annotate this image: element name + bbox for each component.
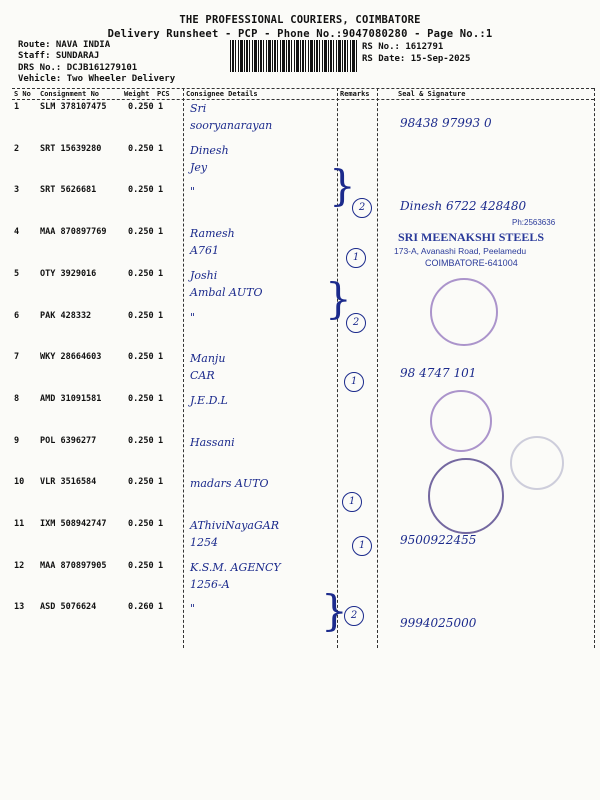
row-consignment: POL 6396277 bbox=[40, 435, 97, 446]
stamp-phone: Ph:2563636 bbox=[512, 218, 556, 227]
remark-mark: 2 bbox=[352, 198, 372, 218]
table-row bbox=[12, 477, 594, 517]
table-row bbox=[12, 185, 594, 225]
row-brace: } bbox=[325, 274, 352, 323]
consignee-handwriting: Manju CAR bbox=[190, 352, 226, 383]
row-weight: 0.250 bbox=[128, 310, 154, 321]
row-consignment: MAA 870897769 bbox=[40, 227, 107, 238]
barcode bbox=[230, 40, 358, 72]
rs-date: RS Date: 15-Sep-2025 bbox=[362, 54, 471, 64]
row-pcs: 1 bbox=[158, 185, 164, 196]
consignee-handwriting: AThiviNayaGAR 1254 bbox=[190, 519, 279, 549]
signature-handwriting: 9500922455 bbox=[400, 533, 477, 547]
stamp-name: SRI MEENAKSHI STEELS bbox=[398, 230, 545, 244]
consignee-handwriting: J.E.D.L bbox=[190, 393, 228, 407]
row-consignment: AMD 31091581 bbox=[40, 393, 102, 404]
col-details: Consignee Details bbox=[186, 90, 258, 98]
divider-right bbox=[594, 88, 595, 648]
row-weight: 0.250 bbox=[128, 519, 154, 529]
row-consignment: SLM 378107475 bbox=[40, 102, 107, 112]
row-pcs: 1 bbox=[158, 227, 164, 238]
table-row bbox=[12, 102, 594, 142]
table-row bbox=[12, 561, 594, 601]
row-sno: 11 bbox=[14, 519, 25, 529]
row-consignment: VLR 3516584 bbox=[40, 477, 97, 488]
row-weight: 0.250 bbox=[128, 185, 154, 196]
row-weight: 0.250 bbox=[128, 268, 154, 279]
table-row bbox=[12, 436, 594, 476]
row-pcs: 1 bbox=[158, 435, 164, 446]
route-label: Route: NAVA INDIA bbox=[18, 40, 111, 50]
row-pcs: 1 bbox=[158, 352, 164, 363]
row-sno: 9 bbox=[14, 435, 20, 446]
runsheet-subtitle: Delivery Runsheet - PCP - Phone No.:9047080280 - Page No.:1 bbox=[107, 28, 493, 40]
table-row bbox=[12, 144, 594, 184]
row-pcs: 1 bbox=[158, 143, 164, 154]
table-row bbox=[12, 519, 594, 559]
row-weight: 0.250 bbox=[128, 435, 154, 446]
row-consignment: SRT 5626681 bbox=[40, 185, 97, 196]
consignee-handwriting: " bbox=[190, 310, 196, 324]
row-consignment: ASD 5076624 bbox=[40, 602, 97, 613]
row-weight: 0.250 bbox=[128, 102, 154, 112]
remark-mark: 2 bbox=[344, 606, 364, 626]
round-seal bbox=[510, 436, 564, 490]
table-row bbox=[12, 394, 594, 434]
signature-handwriting: 9994025000 bbox=[400, 616, 477, 631]
table-row bbox=[12, 602, 594, 642]
drs-label: DRS No.: DCJB161279101 bbox=[18, 63, 138, 73]
row-sno: 13 bbox=[14, 602, 25, 613]
row-weight: 0.250 bbox=[128, 352, 154, 363]
table-top-rule bbox=[12, 88, 594, 89]
row-consignment: SRT 15639280 bbox=[40, 143, 102, 154]
stamp-city: COIMBATORE-641004 bbox=[425, 258, 518, 268]
row-sno: 5 bbox=[14, 268, 20, 279]
remark-mark: 2 bbox=[346, 313, 366, 333]
col-pcs: PCS bbox=[157, 90, 170, 98]
row-weight: 0.250 bbox=[128, 143, 154, 154]
col-consignment: Consignment No bbox=[40, 90, 100, 98]
row-pcs: 1 bbox=[158, 519, 164, 529]
signature-handwriting: Dinesh 6722 428480 bbox=[400, 199, 527, 214]
round-seal bbox=[430, 390, 492, 452]
row-pcs: 1 bbox=[158, 602, 164, 613]
row-pcs: 1 bbox=[158, 560, 164, 571]
row-consignment: WKY 28664603 bbox=[40, 352, 102, 363]
stamp-address: 173-A, Avanashi Road, Peelamedu bbox=[394, 246, 527, 256]
company-title: THE PROFESSIONAL COURIERS, COIMBATORE bbox=[179, 14, 421, 26]
staff-label: Staff: SUNDARAJ bbox=[18, 51, 100, 61]
consignee-handwriting: Joshi Ambal AUTO bbox=[190, 268, 263, 299]
row-sno: 10 bbox=[14, 477, 25, 488]
row-pcs: 1 bbox=[158, 310, 164, 321]
table-row bbox=[12, 352, 594, 392]
row-sno: 12 bbox=[14, 560, 25, 571]
row-consignment: OTY 3929016 bbox=[40, 268, 97, 279]
remark-mark: 1 bbox=[342, 492, 362, 512]
signature-handwriting: 98 4747 101 bbox=[400, 366, 477, 381]
signature-handwriting: 98438 97993 0 bbox=[400, 116, 492, 130]
table-row bbox=[12, 311, 594, 351]
row-sno: 8 bbox=[14, 393, 20, 404]
row-pcs: 1 bbox=[158, 477, 164, 488]
col-remarks: Remarks bbox=[340, 90, 370, 98]
col-sno: S No bbox=[14, 90, 31, 98]
row-weight: 0.250 bbox=[128, 393, 154, 404]
row-consignment: IXM 508942747 bbox=[40, 519, 107, 529]
consignee-handwriting: Ramesh A761 bbox=[190, 227, 235, 258]
row-consignment: MAA 870897905 bbox=[40, 560, 107, 571]
row-weight: 0.250 bbox=[128, 560, 154, 571]
consignee-handwriting: " bbox=[190, 602, 196, 616]
row-sno: 4 bbox=[14, 227, 20, 238]
row-weight: 0.250 bbox=[128, 227, 154, 238]
remark-mark: 1 bbox=[344, 372, 364, 392]
remark-mark: 1 bbox=[352, 536, 372, 556]
round-seal bbox=[430, 278, 498, 346]
vehicle-label: Vehicle: Two Wheeler Delivery bbox=[18, 74, 176, 84]
row-brace: } bbox=[329, 161, 356, 210]
col-weight: Weight bbox=[124, 90, 150, 98]
row-consignment: PAK 428332 bbox=[40, 310, 92, 321]
row-sno: 1 bbox=[14, 102, 20, 112]
col-seal: Seal & Signature bbox=[398, 90, 466, 98]
row-weight: 0.260 bbox=[128, 602, 154, 613]
row-weight: 0.250 bbox=[128, 477, 154, 488]
round-seal bbox=[428, 458, 504, 534]
row-brace: } bbox=[321, 586, 348, 635]
consignee-handwriting: K.S.M. AGENCY 1256-A bbox=[190, 560, 281, 591]
row-pcs: 1 bbox=[158, 268, 164, 279]
row-sno: 6 bbox=[14, 310, 20, 321]
row-sno: 2 bbox=[14, 143, 20, 154]
table-row bbox=[12, 269, 594, 309]
rs-number: RS No.: 1612791 bbox=[362, 42, 444, 52]
row-pcs: 1 bbox=[158, 102, 164, 112]
consignee-handwriting: madars AUTO bbox=[190, 477, 269, 491]
row-sno: 3 bbox=[14, 185, 20, 196]
consignee-handwriting: Hassani bbox=[190, 435, 235, 449]
consignee-handwriting: " bbox=[190, 185, 196, 199]
row-pcs: 1 bbox=[158, 393, 164, 404]
consignee-handwriting: Dinesh Jey bbox=[190, 143, 229, 174]
consignee-handwriting: Sri sooryanarayan bbox=[190, 102, 273, 132]
table-header-rule bbox=[12, 99, 594, 100]
row-sno: 7 bbox=[14, 352, 20, 363]
remark-mark: 1 bbox=[346, 248, 366, 268]
